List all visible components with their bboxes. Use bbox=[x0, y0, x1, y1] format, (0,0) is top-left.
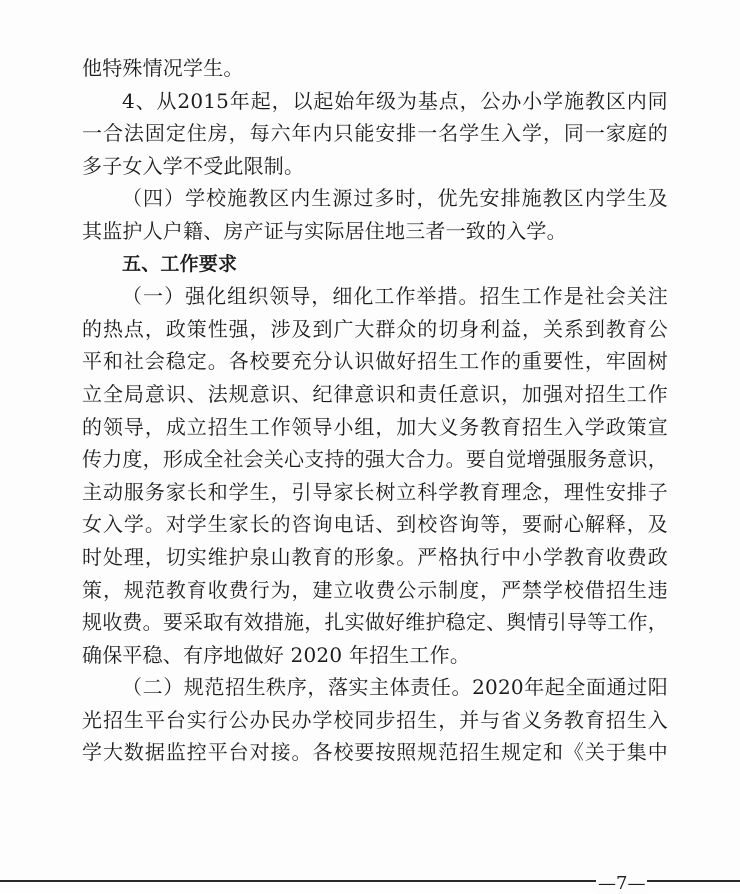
text-line: 规 收 费 。 要 采 取 有 效 措 施 ， 扎 实 做 好 维 护 稳 定 、 舆 情 引 导 等 工 作 ， bbox=[82, 610, 668, 635]
text-line: 的 领 导 ， 成 立 招 生 工 作 领 导 小 组 ， 加 大 义 务 教 育 招 生 入 学 政 策 宣 bbox=[82, 414, 668, 439]
section-heading: 五、工作要求 bbox=[122, 252, 238, 275]
text-line: 学 大 数 据 监 控 平 台 对 接 。 各 校 要 按 照 规 范 招 生 规 定 和 《 关 于 集 中 bbox=[82, 740, 668, 765]
text-line: 4 、 从 2015 年 起 ， 以 起 始 年 级 为 基 点 ， 公 办 小 学 施 教 区 内 同 bbox=[122, 88, 668, 113]
text-line: 一 合 法 固 定 住 房 ， 每 六 年 内 只 能 安 排 一 名 学 生 入 学 ， 同 一 家 庭 的 bbox=[82, 121, 668, 146]
page-number: —7— bbox=[598, 873, 646, 894]
text-line: 立 全 局 意 识 、 法 规 意 识 、 纪 律 意 识 和 责 任 意 识 ， 加 强 对 招 生 工 作 bbox=[82, 381, 668, 406]
text-line: 光 招 生 平 台 实 行 公 办 民 办 学 校 同 步 招 生 ， 并 与 省 义 务 教 育 招 生 入 bbox=[82, 707, 668, 732]
text-line: 平 和 社 会 稳 定 。 各 校 要 充 分 认 识 做 好 招 生 工 作 的 重 要 性 ， 牢 固 树 bbox=[82, 349, 668, 374]
text-line: （ 一 ） 强 化 组 织 领 导 ， 细 化 工 作 举 措 。 招 生 工 作 是 社 会 关 注 bbox=[122, 284, 668, 309]
text-line: 多子女入学不受此限制。 bbox=[82, 153, 305, 178]
text-line: 女 入 学 。 对 学 生 家 长 的 咨 询 电 话 、 到 校 咨 询 等 ， 要 耐 心 解 释 ， 及 bbox=[82, 512, 668, 537]
text-line: 时 处 理 ， 切 实 维 护 泉 山 教 育 的 形 象 。 严 格 执 行 中 小 学 教 育 收 费 政 bbox=[82, 544, 668, 569]
text-line: （ 二 ） 规 范 招 生 秩 序 ， 落 实 主 体 责 任 。 2020 年 起 全 面 通 过 阳 bbox=[122, 675, 668, 700]
text-line: 他特殊情况学生。 bbox=[82, 56, 244, 80]
text-line: 传 力 度 ， 形 成 全 社 会 关 心 支 持 的 强 大 合 力 。 要 自 觉 增 强 服 务 意 识 ， bbox=[82, 447, 668, 472]
body-text bbox=[82, 52, 668, 769]
text-line: 主 动 服 务 家 长 和 学 生 ， 引 导 家 长 树 立 科 学 教 育 理 念 ， 理 性 安 排 子 bbox=[82, 479, 668, 504]
text-line: 确保平稳、有序地做好 2020 年招生工作。 bbox=[82, 642, 471, 667]
text-line: 的 热 点 ， 政 策 性 强 ， 涉 及 到 广 大 群 众 的 切 身 利 益 ， 关 系 到 教 育 公 bbox=[82, 316, 668, 341]
text-line: 其监护人户籍、房产证与实际居住地三者一致的入学。 bbox=[82, 218, 567, 243]
text-line: 策 ， 规 范 教 育 收 费 行 为 ， 建 立 收 费 公 示 制 度 ， 严 禁 学 校 借 招 生 违 bbox=[82, 577, 668, 602]
text-line: （ 四 ） 学 校 施 教 区 内 生 源 过 多 时 ， 优 先 安 排 施 教 区 内 学 生 及 bbox=[122, 186, 668, 211]
